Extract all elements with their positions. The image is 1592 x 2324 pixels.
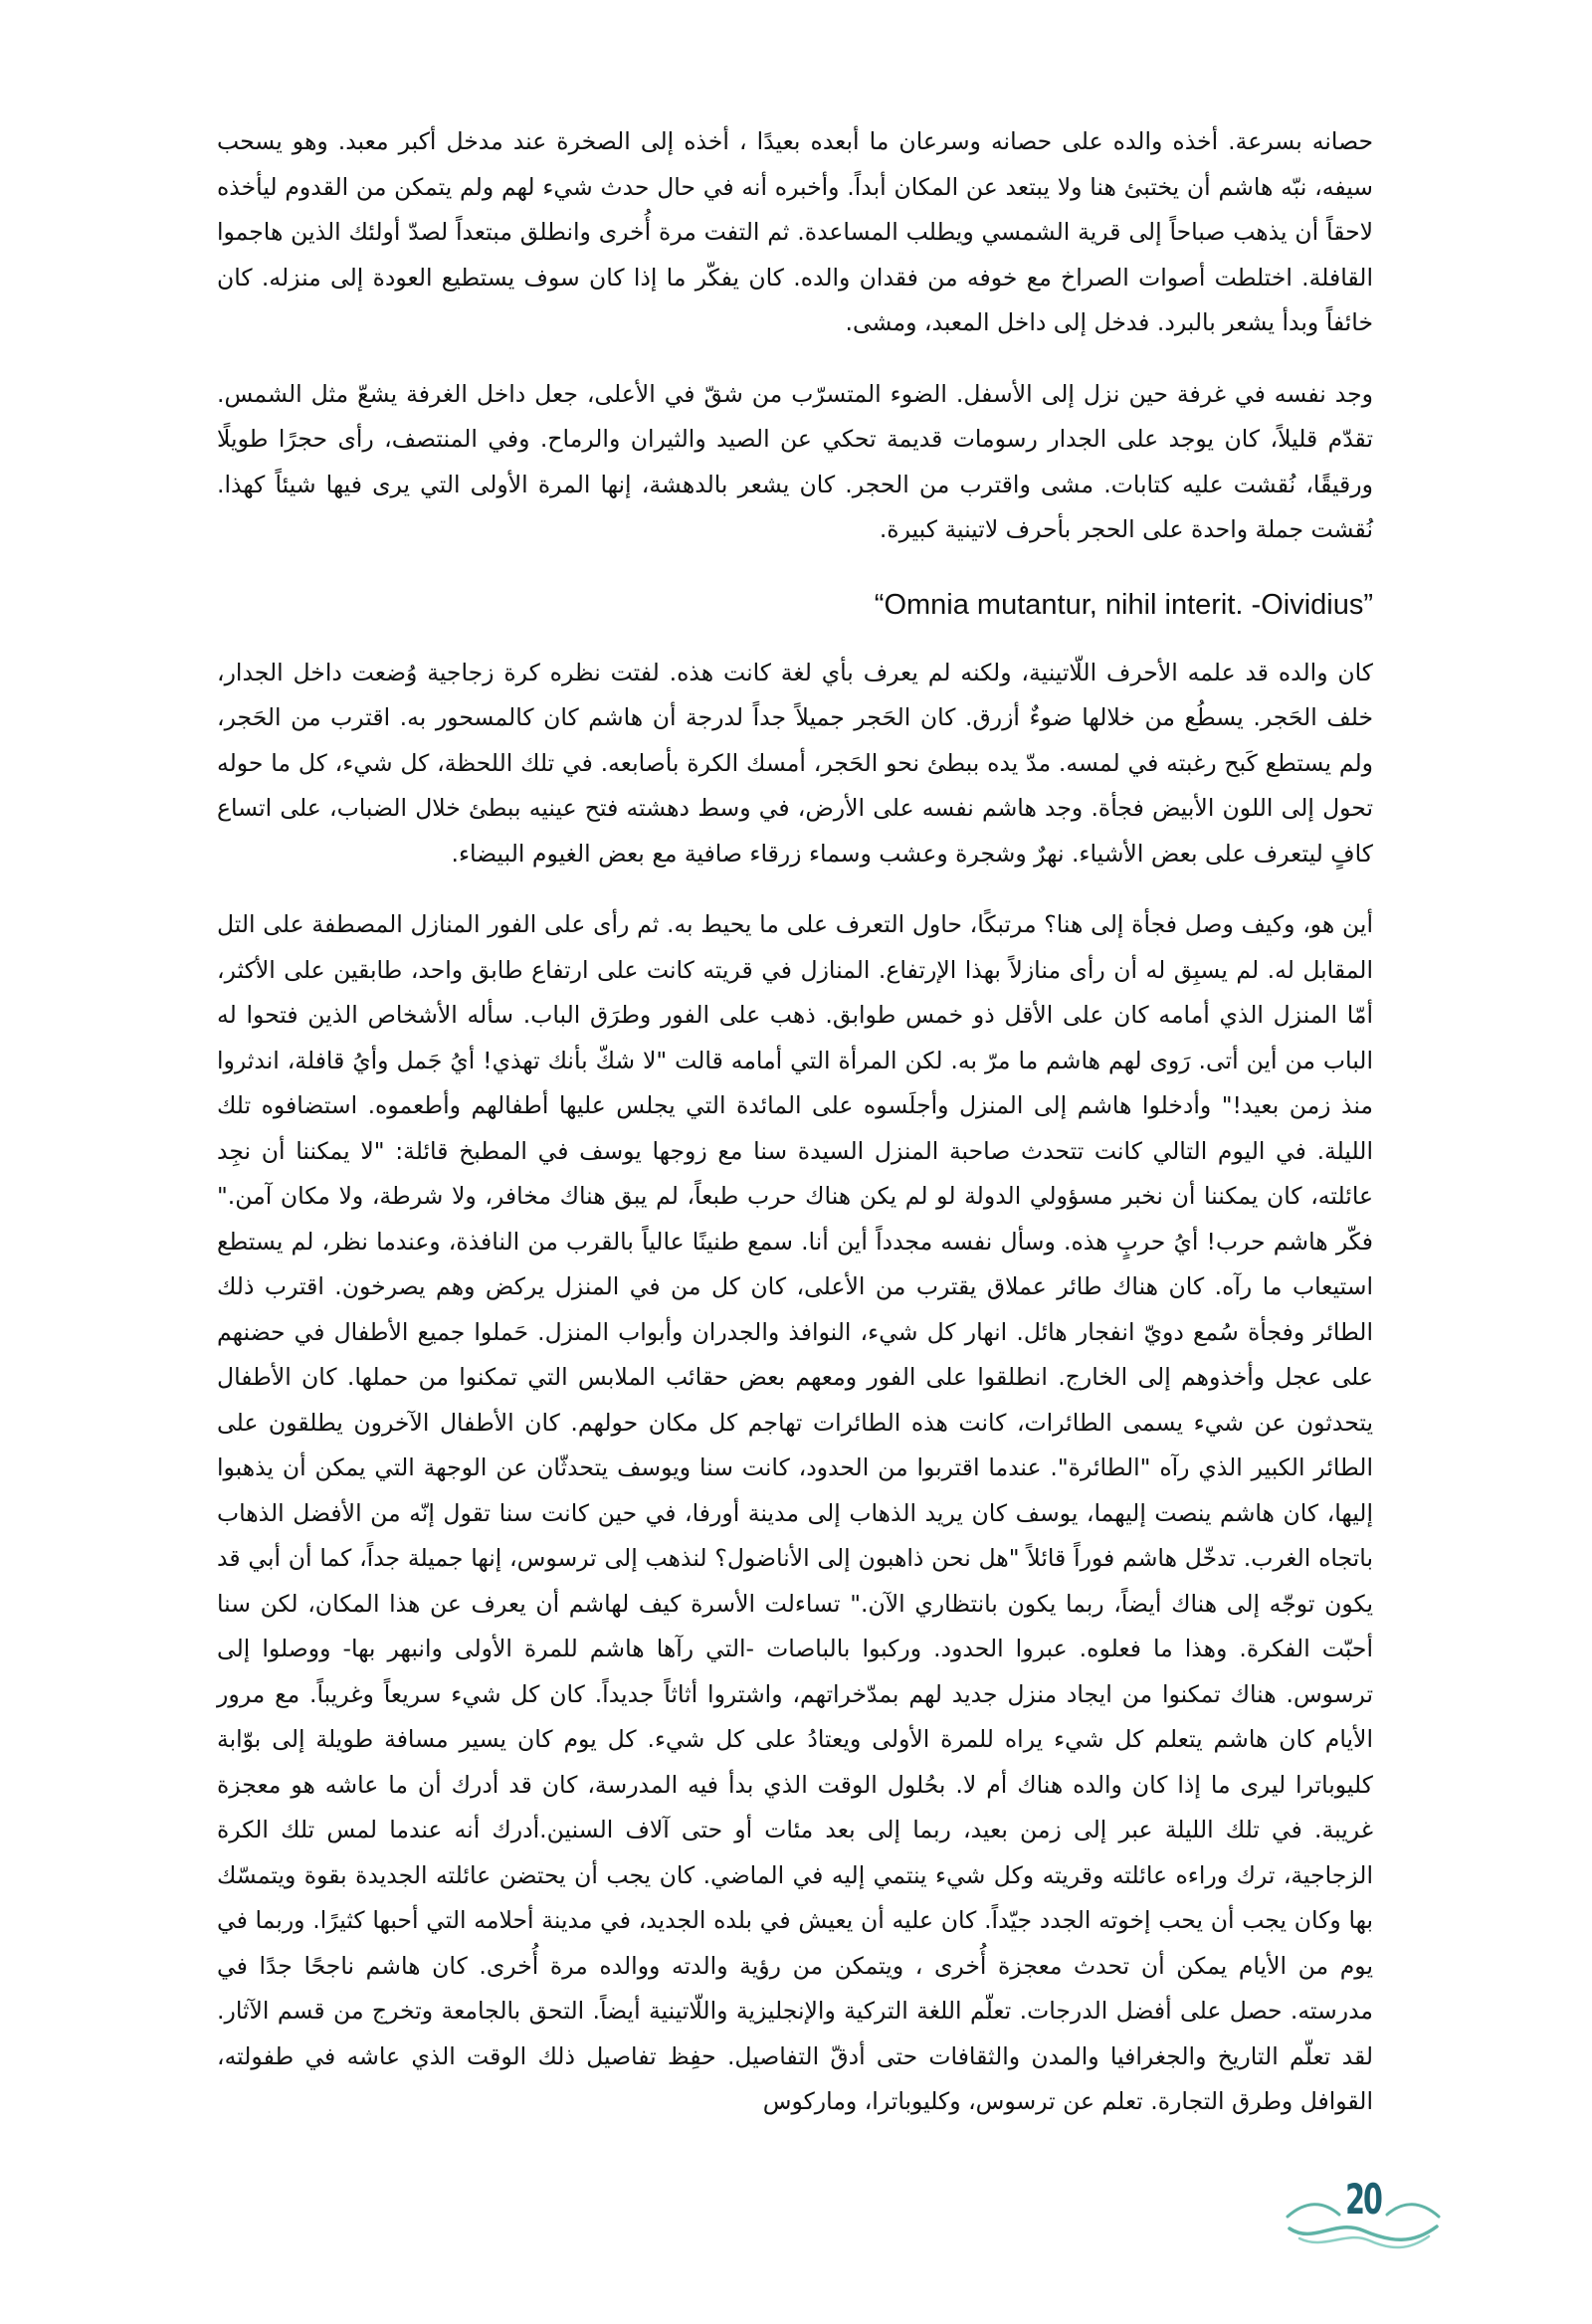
- paragraph-1: حصانه بسرعة. أخذه والده على حصانه وسرعان ما أبعده بعيدًا ، أخذه إلى الصخرة عند مدخل أكبر معبد. وهو يسحب سيفه، نبّه هاشم أن يختبئ هنا ولا يبتعد عن المكان أبداً. وأخبره أنه في حال حدث شيء لهم ولم يتمكن من القدوم ليأخذه لاحقاً أن يذهب صباحاً إلى قرية الشمسي ويطلب المساعدة. ثم التفت مرة أُخرى وانطلق مبتعداً لصدّ أولئك الذين هاجموا القافلة. اختلطت أصوات الصراخ مع خوفه من فقدان والده. كان يفكّر ما إذا كان سوف يستطيع العودة إلى منزله. كان خائفاً وبدأ يشعر بالبرد. فدخل إلى داخل المعبد، ومشى.: [217, 127, 1373, 336]
- page-footer: [1284, 2177, 1443, 2256]
- paragraph-2: وجد نفسه في غرفة حين نزل إلى الأسفل. الضوء المتسرّب من شقّ في الأعلى، جعل داخل الغرفة يشعّ مثل الشمس. تقدّم قليلاً، كان يوجد على الجدار رسومات قديمة تحكي عن الصيد والثيران والرماح. وفي المنتصف، رأى حجرًا طويلًا ورقيقًا، نُقشت عليه كتابات. مشى واقترب من الحجر. كان يشعر بالدهشة، إنها المرة الأولى التي يرى فيها شيئاً كهذا. نُقشت جملة واحدة على الحجر بأحرف لاتينية كبيرة.: [217, 379, 1373, 543]
- latin-quote: “Omnia mutantur, nihil interit. -Oividius”: [874, 588, 1373, 621]
- paragraph-3: كان والده قد علمه الأحرف اللّاتينية، ولكنه لم يعرف بأي لغة كانت هذه. لفتت نظره كرة زجاجية وُضعت داخل الجدار، خلف الحَجر. يسطُع من خلالها ضوءٌ أزرق. كان الحَجر جميلاً جداً لدرجة أن هاشم كان كالمسحور به. اقترب من الحَجر، ولم يستطع كَبح رغبته في لمسه. مدّ يده ببطئ نحو الحَجر، أمسك الكرة بأصابعه. في تلك اللحظة، كل شيء، كل ما حوله تحول إلى اللون الأبيض فجأة. وجد هاشم نفسه على الأرض، في وسط دهشته فتح عينيه ببطئ خلال الضباب، على اتساع كافٍ ليتعرف على بعض الأشياء. نهرٌ وشجرة وعشب وسماء زرقاء صافية مع بعض الغيوم البيضاء.: [217, 658, 1373, 868]
- paragraph-4: أين هو، وكيف وصل فجأة إلى هنا؟ مرتبكًا، حاول التعرف على ما يحيط به. ثم رأى على الفور المنازل المصطفة على التل المقابل له. لم يسبِق له أن رأى منازلاً بهذا الإرتفاع. المنازل في قريته كانت على ارتفاع طابق واحد، طابقين على الأكثر، أمّا المنزل الذي أمامه كان على الأقل ذو خمس طوابق. ذهب على الفور وطرَق الباب. سأله الأشخاص الذين فتحوا له الباب من أين أتى. رَوى لهم هاشم ما مرّ به. لكن المرأة التي أمامه قالت "لا شكّ بأنك تهذي! أيُ جَمل وأيُ قافلة، اندثروا منذ زمن بعيد!" وأدخلوا هاشم إلى المنزل وأجلَسوه على المائدة التي يجلس عليها أطفالهم وأطعموه. استضافوه تلك الليلة. في اليوم التالي كانت تتحدث صاحبة المنزل السيدة سنا مع زوجها يوسف في المطبخ قائلة: "لا يمكننا أن نجِد عائلته، كان يمكننا أن نخبر مسؤولي الدولة لو لم يكن هناك حرب طبعاً، لم يبق هناك مخافر، ولا شرطة، ولا مكان آمن." فكّر هاشم حرب! أيُ حربٍ هذه. وسأل نفسه مجدداً أين أنا. سمع طنينًا عالياً بالقرب من النافذة، وعندما نظر، لم يستطع استيعاب ما رآه. كان هناك طائر عملاق يقترب من الأعلى، كان كل من في المنزل يركض وهم يصرخون. اقترب ذلك الطائر وفجأة سُمع دويّ انفجار هائل. انهار كل شيء، النوافذ والجدران وأبواب المنزل. حَملوا جميع الأطفال في حضنهم على عجل وأخذوهم إلى الخارج. انطلقوا على الفور ومعهم بعض حقائب الملابس التي تمكنوا من حملها. كان الأطفال يتحدثون عن شيء يسمى الطائرات، كانت هذه الطائرات تهاجم كل مكان حولهم. كان الأطفال الآخرون يطلقون على الطائر الكبير الذي رآه "الطائرة". عندما اقتربوا من الحدود، كانت سنا ويوسف يتحدثّان عن الوجهة التي يمكن أن يذهبوا إليها، كان هاشم ينصت إليهما، يوسف كان يريد الذهاب إلى مدينة أورفا، في حين كانت سنا تقول إنّه من الأفضل الذهاب باتجاه الغرب. تدخّل هاشم فوراً قائلاً "هل نحن ذاهبون إلى الأناضول؟ لنذهب إلى ترسوس، إنها جميلة جداً، كما أن أبي قد يكون توجّه إلى هناك أيضاً، ربما يكون بانتظاري الآن." تساءلت الأسرة كيف لهاشم أن يعرف عن هذا المكان، لكن سنا أحبّت الفكرة. وهذا ما فعلوه. عبروا الحدود. وركبوا بالباصات -التي رآها هاشم للمرة الأولى وانبهر بها- ووصلوا إلى ترسوس. هناك تمكنوا من ايجاد منزل جديد لهم بمدّخراتهم، واشتروا أثاثاً جديداً. كان كل شيء سريعاً وغريباً. مع مرور الأيام كان هاشم يتعلم كل شيء يراه للمرة الأولى ويعتادُ على كل شيء. كل يوم كان يسير مسافة طويلة إلى بوّابة كليوباترا ليرى ما إذا كان والده هناك أم لا. بحُلول الوقت الذي بدأ فيه المدرسة، كان قد أدرك أن ما عاشه هو معجزة غريبة. في تلك الليلة عبر إلى زمن بعيد، ربما إلى بعد مئات أو حتى آلاف السنين.أدرك أنه عندما لمس تلك الكرة الزجاجية، ترك وراءه عائلته وقريته وكل شيء ينتمي إليه في الماضي. كان يجب أن يحتضن عائلته الجديدة بقوة ويتمسّك بها وكان يجب أن يحب إخوته الجدد جيّداً. كان عليه أن يعيش في بلده الجديد، في مدينة أحلامه التي أحبها كثيرًا. وربما في يوم من الأيام يمكن أن تحدث معجزة أُخرى ، ويتمكن من رؤية والدته ووالده مرة أُخرى. كان هاشم ناجحًا جدًا في مدرسته. حصل على أفضل الدرجات. تعلّم اللغة التركية والإنجليزية واللّاتينية أيضاً. التحق بالجامعة وتخرج من قسم الآثار. لقد تعلّم التاريخ والجغرافيا والمدن والثقافات حتى أدقّ التفاصيل. حفِظ تفاصيل ذلك الوقت الذي عاشه في طفولته، القوافل وطرق التجارة. تعلم عن ترسوس، وكليوباترا، وماركوس: [217, 910, 1373, 2115]
- page-number: 20: [1345, 2175, 1381, 2224]
- body-text: [217, 119, 1373, 2151]
